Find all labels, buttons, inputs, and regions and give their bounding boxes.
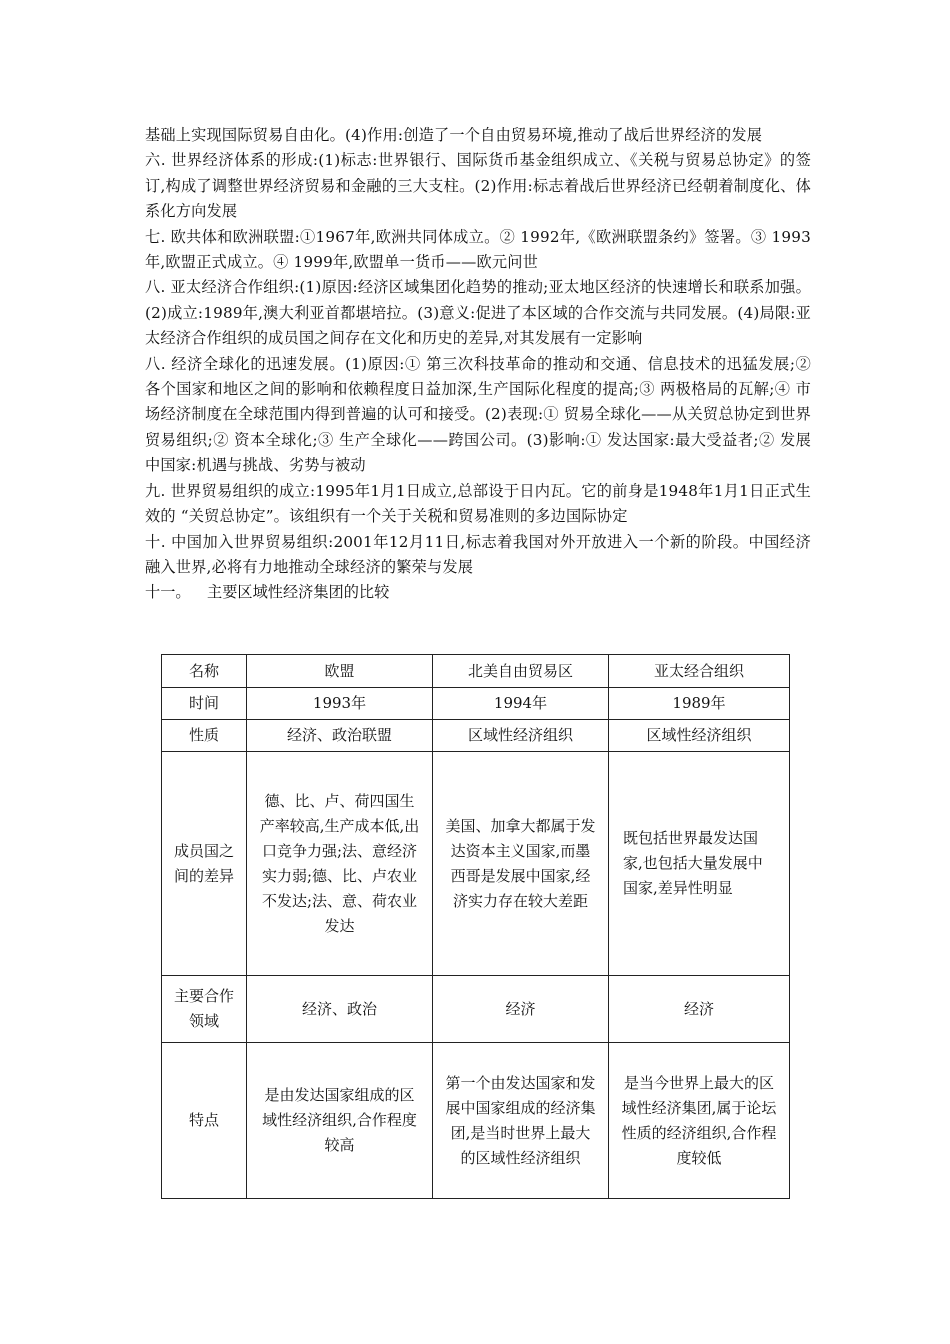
table-cell: 经济 [433,976,609,1043]
table-row [162,1043,790,1199]
row-label: 时间 [162,688,247,720]
section-title [145,580,811,608]
paragraph-globalization: 八. 经济全球化的迅速发展。(1)原因:① 第三次科技革命的推动和交通、信息技术的迅猛发展;② 各个国家和地区之间的影响和依赖程度日益加深,生产国际化程度的提高;③ 两极格局的瓦解;④ 市场经济制度在全球范围内得到普遍的认可和接受。(2)表现:① 贸易全球化——从关贸总协定到世界贸易组织;② 资本全球化;③ 生产全球化——跨国公司。(3)影响:① 发达国家:最大受益者;② 发展中国家:机遇与挑战、劣势与被动 [145,354,811,475]
table-cell: 德、比、卢、荷四国生产率较高,生产成本低,出口竞争力强;法、意经济实力弱;德、比、卢农业不发达;法、意、荷农业发达 [247,752,433,976]
header-cell-eu: 欧盟 [247,655,433,688]
comparison-table [161,654,790,1199]
table-cell: 既包括世界最发达国家,也包括大量发展中国家,差异性明显 [609,752,790,976]
paragraph-intro-continued: 基础上实现国际贸易自由化。(4)作用:创造了一个自由贸易环境,推动了战后世界经济的发展 [145,126,763,144]
table-cell: 是当今世界上最大的区域性经济集团,属于论坛性质的经济组织,合作程度较低 [609,1043,790,1199]
row-label: 成员国之间的差异 [162,752,247,976]
table-cell: 美国、加拿大都属于发达资本主义国家,而墨西哥是发展中国家,经济实力存在较大差距 [433,752,609,976]
paragraph-china-wto: 十. 中国加入世界贸易组织:2001年12月11日,标志着我国对外开放进入一个新的阶段。中国经济融入世界,必将有力地推动全球经济的繁荣与发展 [145,532,811,576]
table-row [162,688,790,720]
table-row [162,752,790,976]
document-body [145,123,811,608]
paragraph-world-economic-system: 六. 世界经济体系的形成:(1)标志:世界银行、国际货币基金组织成立、《关税与贸易总协定》的签订,构成了调整世界经济贸易和金融的三大支柱。(2)作用:标志着战后世界经济已经朝着制度化、体系化方向发展 [145,151,811,221]
table-row [162,720,790,752]
table-cell: 1989年 [609,688,790,720]
row-label: 特点 [162,1043,247,1199]
row-label: 主要合作领域 [162,976,247,1043]
section-number: 十一。 [145,583,191,602]
header-cell-name: 名称 [162,655,247,688]
table-row [162,976,790,1043]
row-label: 性质 [162,720,247,752]
table-cell: 经济、政治 [247,976,433,1043]
paragraph-wto: 九. 世界贸易组织的成立:1995年1月1日成立,总部设于日内瓦。它的前身是1948年1月1日正式生效的 “关贸总协定”。该组织有一个关于关税和贸易准则的多边国际协定 [145,481,811,526]
header-cell-apec: 亚太经合组织 [609,655,790,688]
table-cell: 区域性经济组织 [609,720,790,752]
table-cell: 经济、政治联盟 [247,720,433,752]
table-cell: 是由发达国家组成的区域性经济组织,合作程度较高 [247,1043,433,1199]
table-cell: 第一个由发达国家和发展中国家组成的经济集团,是当时世界上最大的区域性经济组织 [433,1043,609,1199]
table-cell: 1993年 [247,688,433,720]
paragraph-eu: 七. 欧共体和欧洲联盟:①1967年,欧洲共同体成立。② 1992年,《欧洲联盟条约》签署。③ 1993年,欧盟正式成立。④ 1999年,欧盟单一货币——欧元问世 [145,227,811,272]
table-header-row [162,655,790,688]
header-cell-nafta: 北美自由贸易区 [433,655,609,688]
table-cell: 区域性经济组织 [433,720,609,752]
table-cell: 经济 [609,976,790,1043]
table-cell: 1994年 [433,688,609,720]
section-heading: 主要区域性经济集团的比较 [207,583,390,602]
paragraph-apec: 八. 亚太经济合作组织:(1)原因:经济区域集团化趋势的推动;亚太地区经济的快速增长和联系加强。(2)成立:1989年,澳大利亚首都堪培拉。(3)意义:促进了本区域的合作交流与共同发展。(4)局限:亚太经济合作组织的成员国之间存在文化和历史的差异,对其发展有一定影响 [145,278,811,348]
